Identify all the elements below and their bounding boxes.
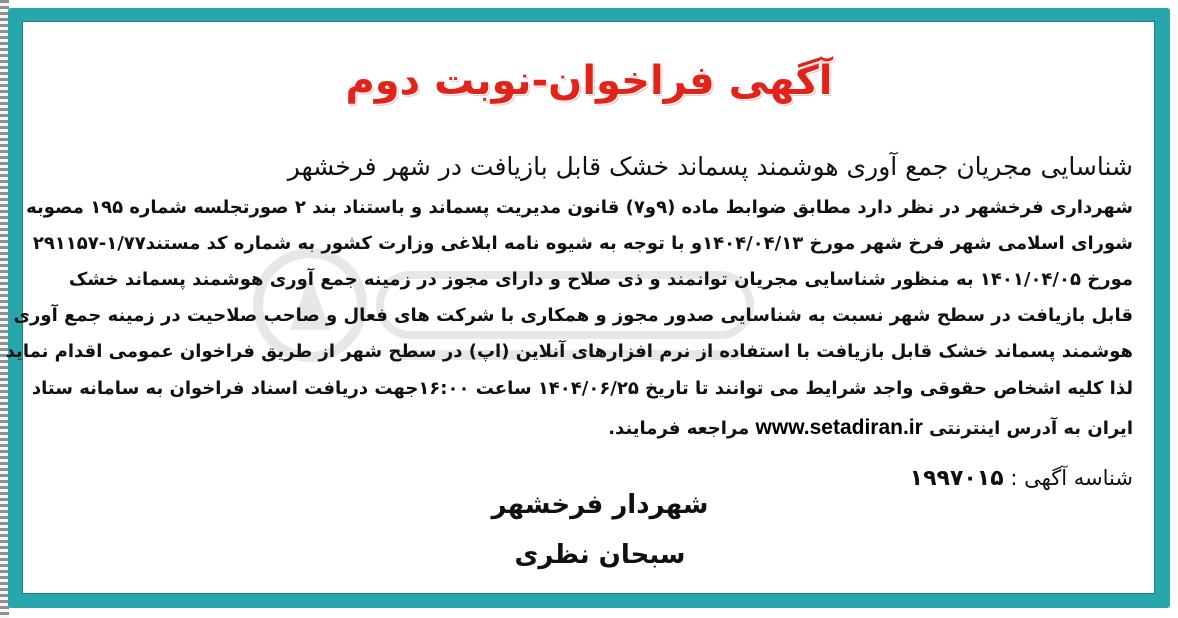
body-line-7 [608,416,1133,440]
address-outro: مراجعه فرمایند. [608,418,750,439]
body-line-4: قابل بازیافت در سطح شهر نسبت به شناسایی صدور مجوز و همکاری با شرکت های فعال و صاحب صلاحیت در زمینه جمع آوری [13,305,1133,326]
body-line-6: لذا کلیه اشخاص حقوقی واجد شرایط می توانند تا تاریخ ۱۴۰۴/۰۶/۲۵ ساعت ۱۶:۰۰جهت دریافت اسناد فراخوان به سامانه ستاد [31,378,1133,399]
body-line-1: شهرداری فرخشهر در نظر دارد مطابق ضوابط ماده (۹و۷) قانون مدیریت پسماند و باستناد بند ۲ صورتجلسه شماره ۱۹۵ مصوبه [26,197,1133,218]
ad-id [910,466,1133,491]
notice-subject: شناسایی مجریان جمع آوری هوشمند پسماند خشک قابل بازیافت در شهر فرخشهر [287,152,1133,181]
body-line-5: هوشمند پسماند خشک قابل بازیافت با استفاده از نرم افزارهای آنلاین (اپ) در سطح شهر از طریق فراخوان عمومی اقدام نماید [5,341,1133,362]
body-line-2: شورای اسلامی شهر فرخ شهر مورخ ۱۴۰۴/۰۴/۱۳و با توجه به شیوه نامه ابلاغی وزارت کشور به شماره کد مستند۱/۷۷-۲۹۱۱۵۷ [32,233,1133,254]
body-line-3: مورخ ۱۴۰۱/۰۴/۰۵ به منظور شناسایی مجریان توانمند و ذی صلاح و دارای مجوز در زمینه جمع آوری هوشمند پسماند خشک [68,269,1133,290]
signature-name: سبحان نظری [514,540,686,570]
notice-title: آگهی فراخوان-نوبت دوم [345,58,833,104]
setadiran-link[interactable]: www.setadiran.ir [755,416,923,439]
ad-id-value: ۱۹۹۷۰۱۵ [909,466,1004,491]
ad-id-label: شناسه آگهی : [1010,466,1133,490]
address-intro: ایران به آدرس اینترنتی [929,418,1133,439]
signature-title: شهردار فرخشهر [491,490,709,520]
